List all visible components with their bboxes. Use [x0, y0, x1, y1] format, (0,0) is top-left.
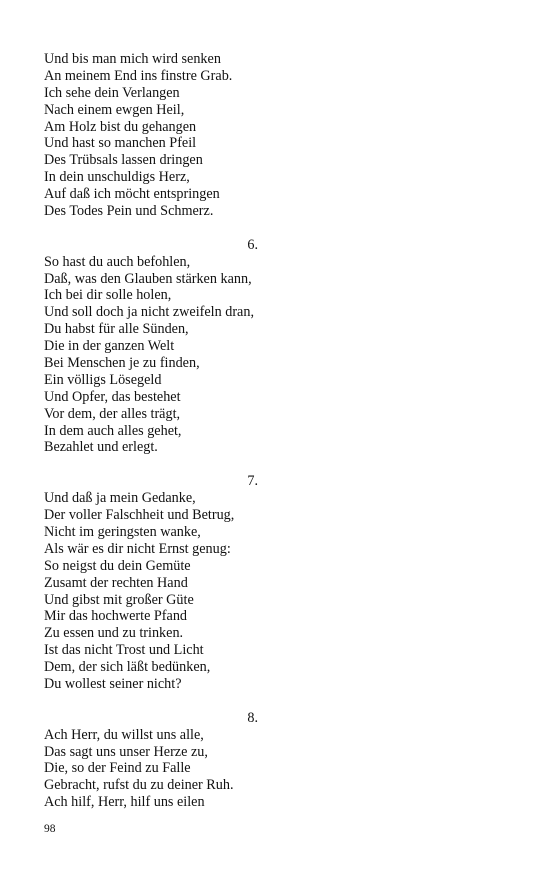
verse-line: Bezahlet und erlegt. [44, 439, 158, 456]
verse-line: So hast du auch befohlen, [44, 253, 191, 270]
verse-line: Die, so der Feind zu Falle [44, 760, 191, 777]
verse-line: Am Holz bist du gehangen [44, 118, 197, 135]
verse-line: Ach Herr, du willst uns alle, [44, 726, 204, 743]
verse-line: Du habst für alle Sünden, [44, 321, 189, 338]
verse-line: Ich sehe dein Verlangen [44, 84, 180, 101]
verse-line: Und soll doch ja nicht zweifeln dran, [44, 304, 254, 321]
stanza-7 [44, 473, 514, 693]
stanza-number: 8. [247, 709, 258, 726]
verse-line: Gebracht, rufst du zu deiner Ruh. [44, 777, 234, 794]
verse-line: Ist das nicht Trost und Licht [44, 642, 204, 659]
verse-line: Du wollest seiner nicht? [44, 675, 182, 692]
verse-line: Ach hilf, Herr, hilf uns eilen [44, 794, 205, 811]
poem-page [44, 51, 514, 811]
verse-line: Das sagt uns unser Herze zu, [44, 743, 208, 760]
verse-line: Die in der ganzen Welt [44, 338, 175, 355]
verse-line: Auf daß ich möcht entspringen [44, 186, 220, 203]
verse-line: Vor dem, der alles trägt, [44, 405, 181, 422]
verse-line: Und Opfer, das bestehet [44, 388, 181, 405]
verse-line: So neigst du dein Gemüte [44, 557, 191, 574]
verse-line: Und hast so manchen Pfeil [44, 135, 197, 152]
verse-line: Des Todes Pein und Schmerz. [44, 203, 214, 220]
verse-line: Als wär es dir nicht Ernst genug: [44, 540, 231, 557]
verse-line: Zusamt der rechten Hand [44, 574, 188, 591]
verse-line: An meinem End ins finstre Grab. [44, 67, 233, 84]
stanza-continuation [44, 51, 514, 220]
verse-line: In dem auch alles gehet, [44, 422, 182, 439]
verse-line: Und bis man mich wird senken [44, 51, 221, 67]
verse-line: Bei Menschen je zu finden, [44, 355, 200, 372]
verse-line: Daß, was den Glauben stärken kann, [44, 270, 252, 287]
verse-line: Zu essen und zu trinken. [44, 625, 184, 642]
verse-line: Nicht im geringsten wanke, [44, 523, 201, 540]
verse-line: Ich bei dir solle holen, [44, 287, 172, 304]
verse-line: Nach einem ewgen Heil, [44, 101, 185, 118]
verse-line: Und gibst mit großer Güte [44, 591, 194, 608]
verse-line: In dein unschuldigs Herz, [44, 169, 190, 186]
stanza-6 [44, 237, 514, 457]
verse-line: Mir das hochwerte Pfand [44, 608, 188, 625]
stanza-8 [44, 710, 514, 811]
verse-line: Und daß ja mein Gedanke, [44, 490, 196, 507]
verse-line: Des Trübsals lassen dringen [44, 152, 203, 169]
verse-line: Ein völligs Lösegeld [44, 371, 162, 388]
stanza-number: 7. [247, 473, 258, 490]
page-number: 98 [44, 823, 56, 835]
verse-line: Der voller Falschheit und Betrug, [44, 507, 235, 524]
stanza-number: 6. [247, 236, 258, 253]
verse-line: Dem, der sich läßt bedünken, [44, 659, 211, 676]
